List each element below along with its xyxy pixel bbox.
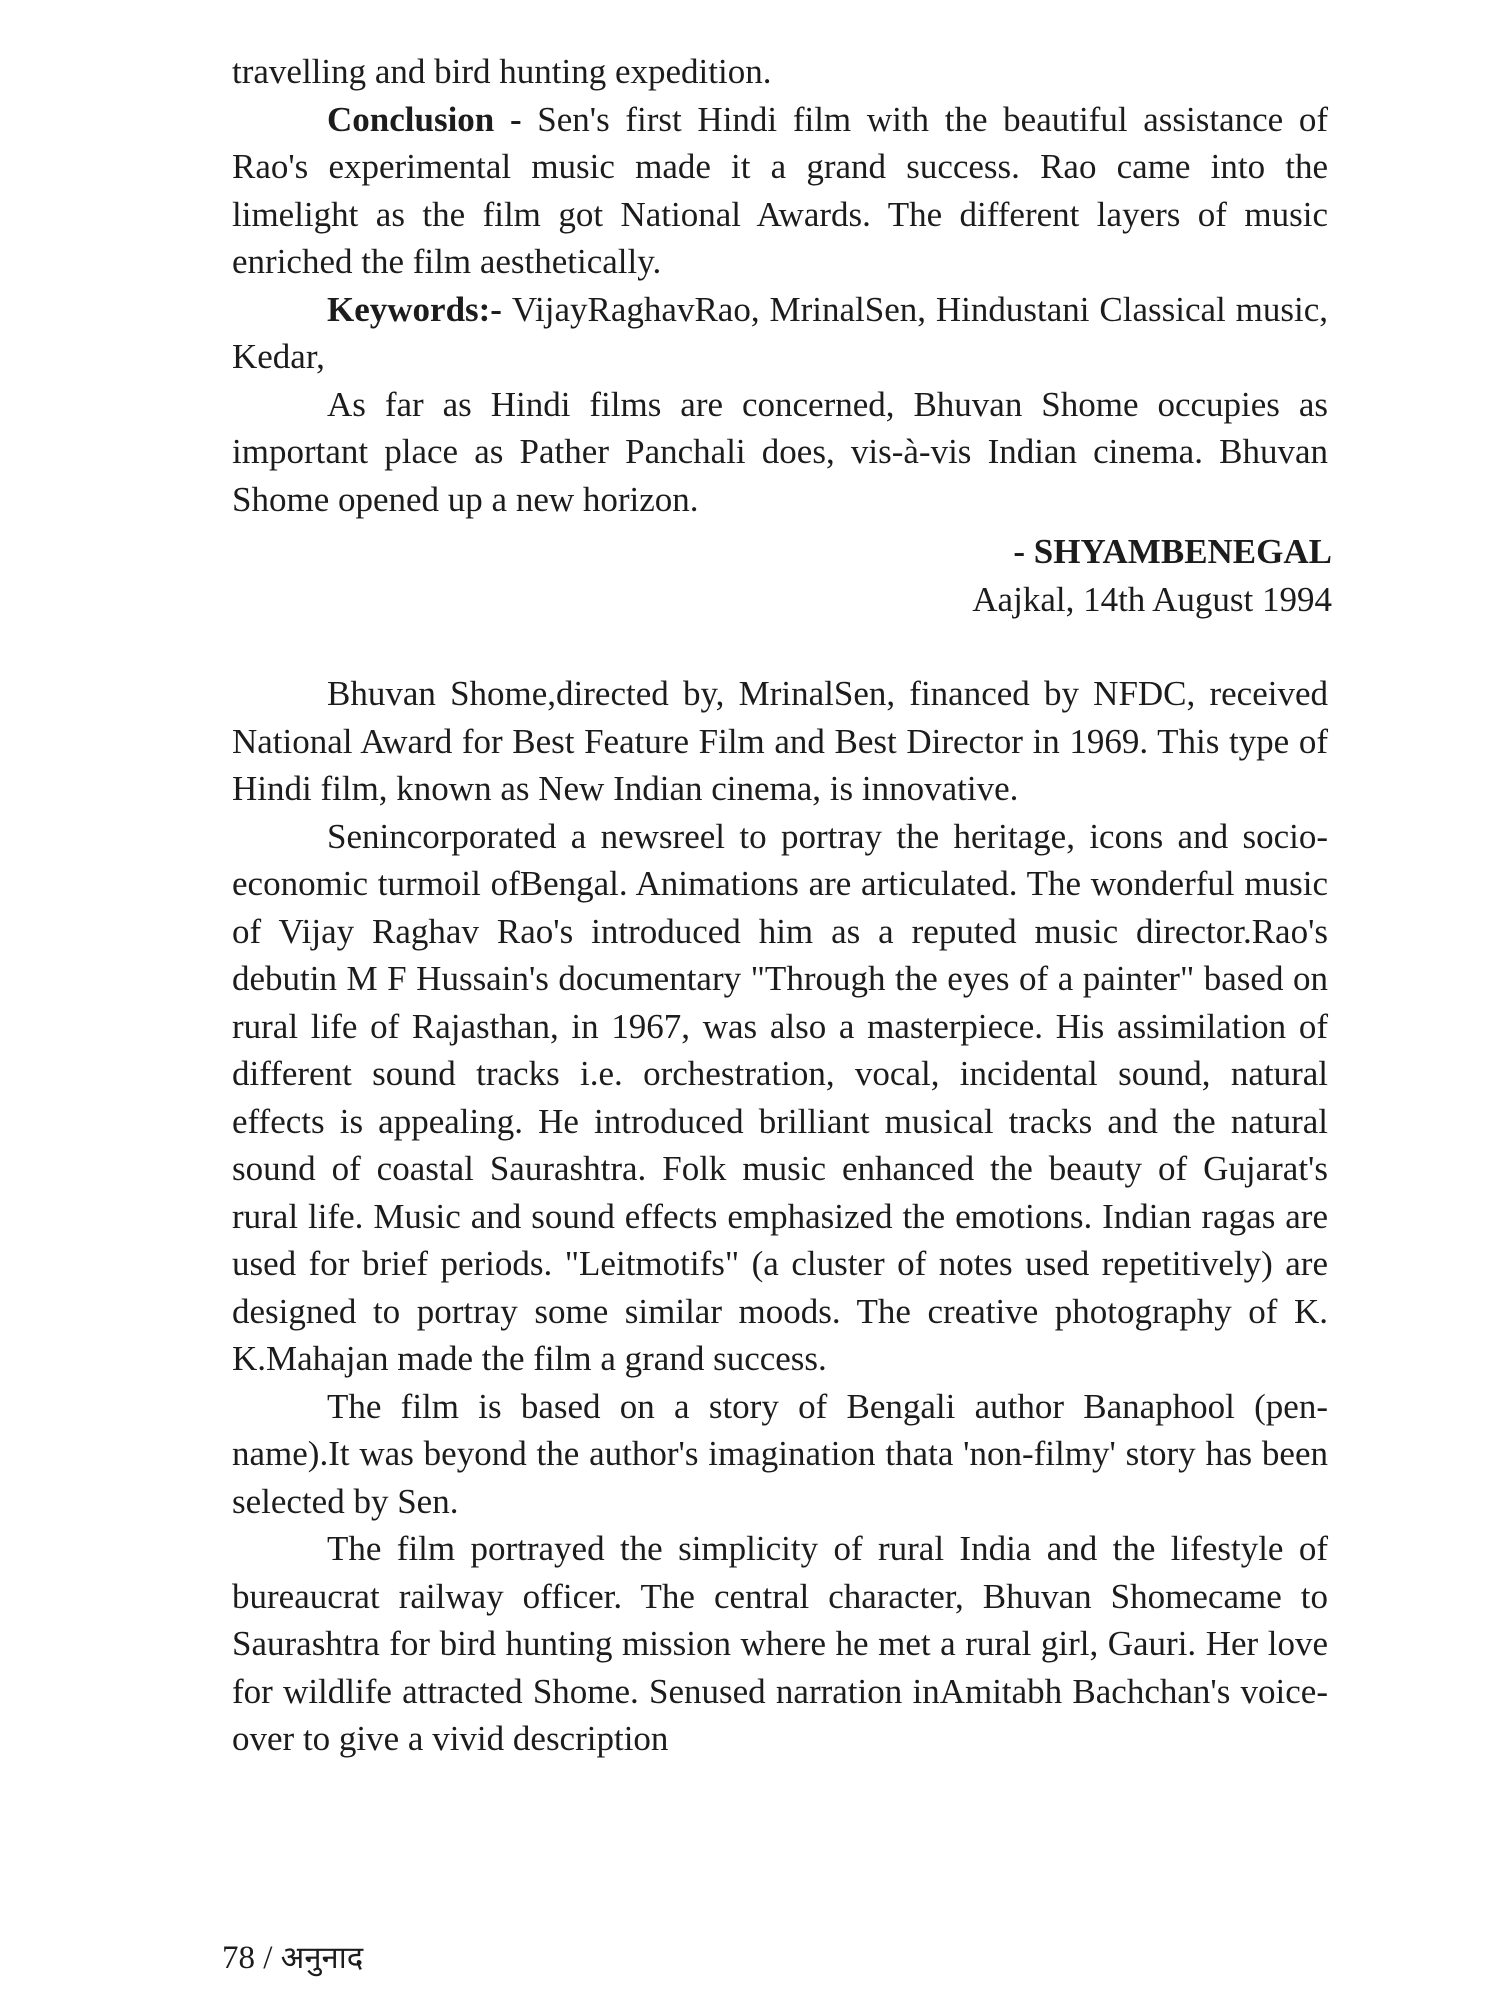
body-paragraph-2: Senincorporated a newsreel to portray the heritage, icons and socio-economic turmoil ofBengal. Animations are articulated. The wonderful music of Vijay Raghav Rao's introduced him as a reputed music director.Rao's debutin M F Hussain's documentary "Through the eyes of a painter" based on rural life of Rajasthan, in 1967, was also a masterpiece. His assimilation of different sound tracks i.e. orchestration, vocal, incidental sound, natural effects is appealing. He introduced brilliant musical tracks and the natural sound of coastal Saurashtra. Folk music enhanced the beauty of Gujarat's rural life. Music and sound effects emphasized the emotions. Indian ragas are used for brief periods. "Leitmotifs" (a cluster of notes used repetitively) are designed to portray some similar moods. The creative photography of K. K.Mahajan made the film a grand success. [232, 816, 1328, 1378]
journal-name: अनुनाद [280, 1940, 364, 1976]
page-footer [222, 1938, 363, 1978]
conclusion-label: Conclusion - [327, 99, 538, 139]
page-number: 78 [222, 1940, 255, 1976]
attribution-source: Aajkal, 14th August 1994 [972, 580, 1332, 619]
continuation-line: travelling and bird hunting expedition. [232, 52, 772, 91]
attribution-name: - SHYAMBENEGAL [1013, 532, 1332, 571]
keywords-label: Keywords:- [327, 289, 512, 329]
body-paragraph-1: Bhuvan Shome,directed by, MrinalSen, financed by NFDC, received National Award for Best Feature Film and Best Director in 1969. This type of Hindi film, known as New Indian cinema, is innovative. [232, 674, 1328, 808]
footer-separator: / [255, 1940, 281, 1976]
body-paragraph-4: The film portrayed the simplicity of rural India and the lifestyle of bureaucrat railway officer. The central character, Bhuvan Shomecame to Saurashtra for bird hunting mission where he met a rural girl, Gauri. Her love for wildlife attracted Shome. Senused narration inAmitabh Bachchan's voice-over to give a vivid description [232, 1529, 1328, 1758]
epigraph-quote: As far as Hindi films are concerned, Bhuvan Shome occupies as important place as Pather Panchali does, vis-à-vis Indian cinema. Bhuvan Shome opened up a new horizon. [232, 384, 1328, 519]
keywords-paragraph [232, 286, 1328, 381]
keywords-text: VijayRaghavRao, MrinalSen, Hindustani Classical music, Kedar, [232, 289, 1329, 376]
conclusion-text: Sen's first Hindi film with the beautiful assistance of Rao's experimental music made it a grand success. Rao came into the limelight as the film got National Awards. The different layers of music enriched the film aesthetically. [232, 99, 1328, 281]
conclusion-paragraph [232, 96, 1328, 286]
top-section [232, 48, 1328, 523]
body-section [232, 670, 1328, 1763]
body-paragraph-3: The film is based on a story of Bengali author Banaphool (pen-name).It was beyond the author's imagination thata 'non-filmy' story has been selected by Sen. [232, 1386, 1328, 1521]
